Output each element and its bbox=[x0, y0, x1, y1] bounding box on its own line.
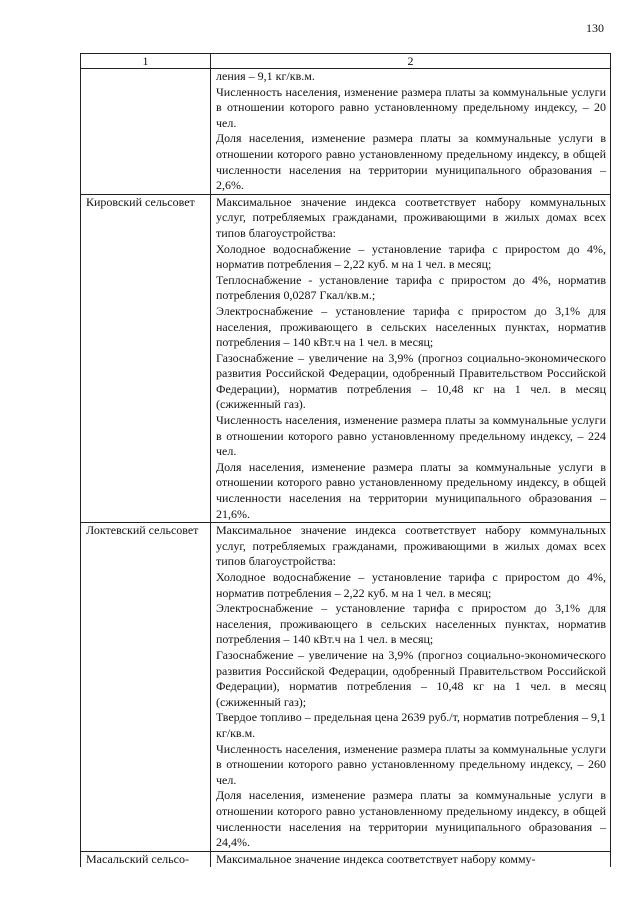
utility-index-table bbox=[80, 53, 611, 867]
description-paragraph: Максимальное значение индекса соответствует набору коммунальных услуг, потребляемых гражданами, проживающими в жилых домах всех типов благоустройства: bbox=[216, 194, 606, 240]
table-row bbox=[81, 851, 611, 867]
municipality-name: Локтевский сельсовет bbox=[81, 523, 211, 851]
table-row bbox=[81, 523, 611, 851]
description-paragraph: Газоснабжение – увеличение на 3,9% (прогноз социально-экономического развития Российской Федерации, одобренный Правительством Российской Федерации), норматив потребления – 10,48 кг на 1 чел. в месяц (сжиженный газ); bbox=[216, 647, 606, 709]
description-paragraph: Численность населения, изменение размера платы за коммунальные услуги в отношении которого равно установленному предельному индексу, – 20 чел. bbox=[216, 84, 606, 130]
description-paragraph: Доля населения, изменение размера платы за коммунальные услуги в отношении которого равно установленному предельному индексу, в общей численности населения на территории муниципального образования – 21,6%. bbox=[216, 459, 606, 521]
municipality-name bbox=[81, 69, 211, 195]
description-paragraph: Численность населения, изменение размера платы за коммунальные услуги в отношении которого равно установленному предельному индексу, – 260 чел. bbox=[216, 741, 606, 787]
index-description bbox=[211, 69, 611, 195]
description-paragraph: Доля населения, изменение размера платы за коммунальные услуги в отношении которого равно установленному предельному индексу, в общей численности населения на территории муниципального образования – 24,4%. bbox=[216, 788, 606, 850]
index-description bbox=[211, 194, 611, 522]
page-number: 130 bbox=[586, 21, 604, 35]
description-paragraph: Максимальное значение индекса соответствует набору коммунальных услуг, потребляемых гражданами, проживающими в жилых домах всех типов благоустройства: bbox=[216, 523, 606, 569]
column-header-1: 1 bbox=[81, 54, 211, 69]
description-paragraph: Твердое топливо – предельная цена 2639 руб./т, норматив потребления – 9,1 кг/кв.м. bbox=[216, 710, 606, 740]
description-paragraph: Электроснабжение – установление тарифа с приростом до 3,1% для населения, проживающего в сельских населенных пунктах, норматив потребления – 140 кВт.ч на 1 чел. в месяц; bbox=[216, 601, 606, 647]
description-paragraph: ления – 9,1 кг/кв.м. bbox=[216, 69, 315, 83]
description-paragraph: Доля населения, изменение размера платы за коммунальные услуги в отношении которого равно установленному предельному индексу, в общей численности населения на территории муниципального образования – 2,6%. bbox=[216, 131, 606, 193]
description-paragraph: Электроснабжение – установление тарифа с приростом до 3,1% для населения, проживающего в сельских населенных пунктах, норматив потребления – 140 кВт.ч на 1 чел. в месяц; bbox=[216, 303, 606, 350]
description-paragraph: Холодное водоснабжение – установление тарифа с приростом до 4%, норматив потребления – 2,22 куб. м на 1 чел. в месяц; bbox=[216, 241, 606, 272]
description-paragraph: Численность населения, изменение размера платы за коммунальные услуги в отношении которого равно установленному предельному индексу, – 224 чел. bbox=[216, 413, 606, 459]
description-paragraph: Теплоснабжение - установление тарифа с приростом до 4%, норматив потребления 0,0287 Гкал/кв.м.; bbox=[216, 272, 606, 303]
municipality-name: Кировский сельсовет bbox=[81, 194, 211, 522]
table-row bbox=[81, 69, 611, 195]
table-row bbox=[81, 194, 611, 522]
description-paragraph: Максимальное значение индекса соответствует набору комму- bbox=[216, 851, 536, 866]
index-description bbox=[211, 523, 611, 851]
description-paragraph: Газоснабжение – увеличение на 3,9% (прогноз социально-экономического развития Российской Федерации, одобренный Правительством Российской Федерации), норматив потребления – 10,48 кг на 1 чел. в месяц (сжиженный газ). bbox=[216, 350, 606, 412]
description-paragraph: Холодное водоснабжение – установление тарифа с приростом до 4%, норматив потребления – 2,22 куб. м на 1 чел. в месяц; bbox=[216, 570, 606, 600]
index-description bbox=[211, 851, 611, 867]
column-header-2: 2 bbox=[211, 54, 611, 69]
municipality-name: Масальский сельсо- bbox=[81, 851, 211, 867]
table-header-row bbox=[81, 54, 611, 69]
